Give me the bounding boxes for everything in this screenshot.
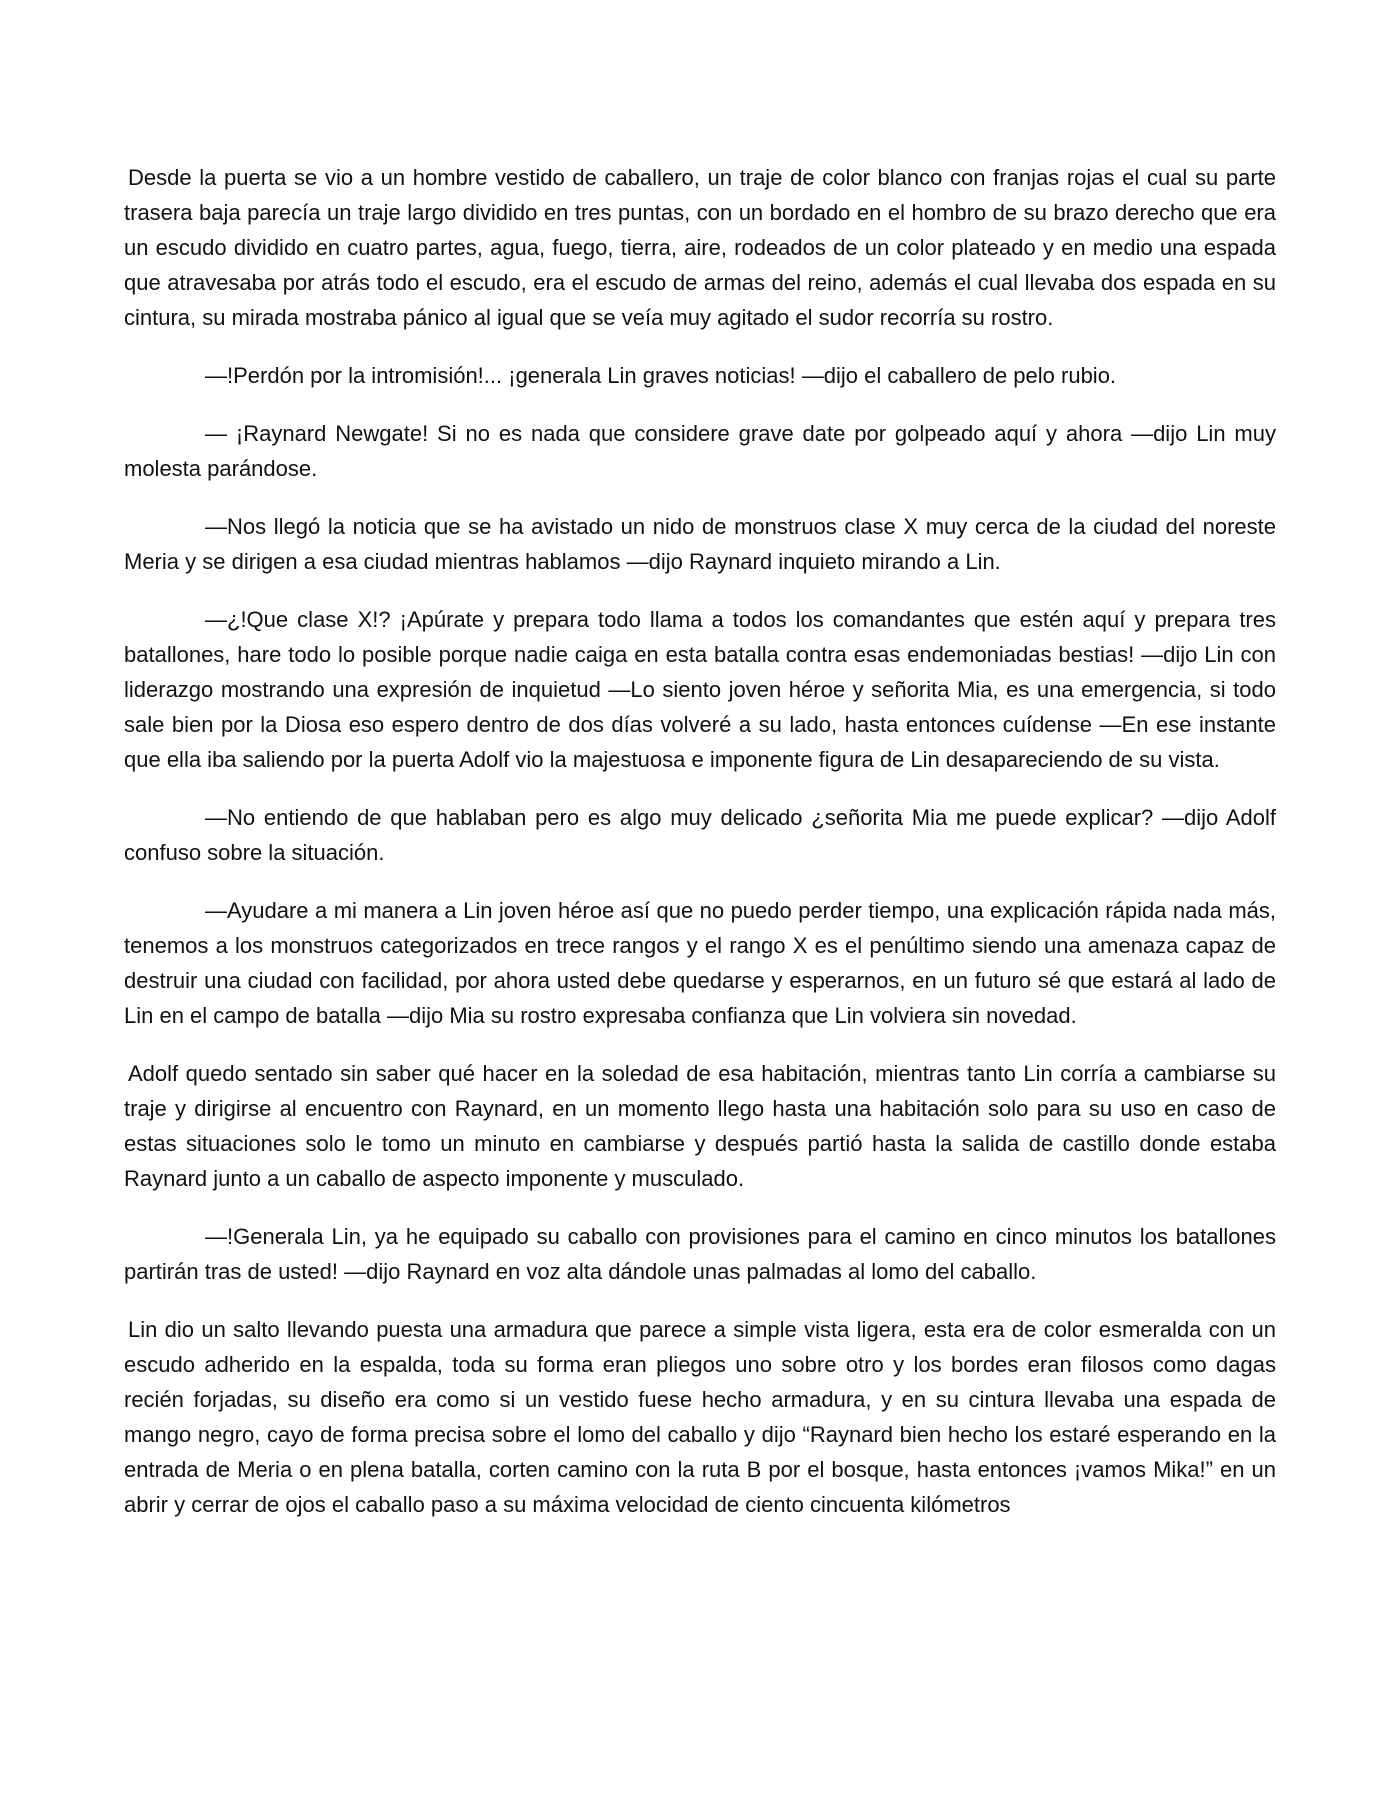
paragraph-9: —!Generala Lin, ya he equipado su caballo con provisiones para el camino en cinco minutos los batallones partirán tras de usted! —dijo Raynard en voz alta dándole unas palmadas al lomo del caballo. [124, 1224, 1276, 1284]
paragraph-7: —Ayudare a mi manera a Lin joven héroe así que no puedo perder tiempo, una explicación rápida nada más, tenemos a los monstruos categorizados en trece rangos y el rango X es el penúltimo siendo una amenaza capaz de destruir una ciudad con facilidad, por ahora usted debe quedarse y esperarnos, en un futuro sé que estará al lado de Lin en el campo de batalla —dijo Mia su rostro expresaba confianza que Lin volviera sin novedad. [124, 898, 1276, 1028]
paragraph-3: — ¡Raynard Newgate! Si no es nada que considere grave date por golpeado aquí y ahora —dijo Lin muy molesta parándose. [124, 421, 1276, 481]
paragraph-8: Adolf quedo sentado sin saber qué hacer en la soledad de esa habitación, mientras tanto Lin corría a cambiarse su traje y dirigirse al encuentro con Raynard, en un momento llego hasta una habitación solo para su uso en caso de estas situaciones solo le tomo un minuto en cambiarse y después partió hasta la salida de castillo donde estaba Raynard junto a un caballo de aspecto imponente y musculado. [124, 1061, 1276, 1191]
paragraph-5: —¿!Que clase X!? ¡Apúrate y prepara todo llama a todos los comandantes que estén aquí y prepara tres batallones, hare todo lo posible porque nadie caiga en esta batalla contra esas endemoniadas bestias! —dijo Lin con liderazgo mostrando una expresión de inquietud —Lo siento joven héroe y señorita Mia, es una emergencia, si todo sale bien por la Diosa eso espero dentro de dos días volveré a su lado, hasta entonces cuídense —En ese instante que ella iba saliendo por la puerta Adolf vio la majestuosa e imponente figura de Lin desapareciendo de su vista. [124, 607, 1276, 772]
paragraph-6: —No entiendo de que hablaban pero es algo muy delicado ¿señorita Mia me puede explicar? —dijo Adolf confuso sobre la situación. [124, 805, 1276, 865]
document-page [124, 160, 1276, 1522]
paragraph-1: Desde la puerta se vio a un hombre vestido de caballero, un traje de color blanco con franjas rojas el cual su parte trasera baja parecía un traje largo dividido en tres puntas, con un bordado en el hombro de su brazo derecho que era un escudo dividido en cuatro partes, agua, fuego, tierra, aire, rodeados de un color plateado y en medio una espada que atravesaba por atrás todo el escudo, era el escudo de armas del reino, además el cual llevaba dos espada en su cintura, su mirada mostraba pánico al igual que se veía muy agitado el sudor recorría su rostro. [124, 165, 1276, 330]
paragraph-10: Lin dio un salto llevando puesta una armadura que parece a simple vista ligera, esta era de color esmeralda con un escudo adherido en la espalda, toda su forma eran pliegos uno sobre otro y los bordes eran filosos como dagas recién forjadas, su diseño era como si un vestido fuese hecho armadura, y en su cintura llevaba una espada de mango negro, cayo de forma precisa sobre el lomo del caballo y dijo “Raynard bien hecho los estaré esperando en la entrada de Meria o en plena batalla, corten camino con la ruta B por el bosque, hasta entonces ¡vamos Mika!” en un abrir y cerrar de ojos el caballo paso a su máxima velocidad de ciento cincuenta kilómetros [124, 1317, 1276, 1517]
paragraph-2: —!Perdón por la intromisión!... ¡generala Lin graves noticias! —dijo el caballero de pelo rubio. [205, 363, 1117, 388]
paragraph-4: —Nos llegó la noticia que se ha avistado un nido de monstruos clase X muy cerca de la ciudad del noreste Meria y se dirigen a esa ciudad mientras hablamos —dijo Raynard inquieto mirando a Lin. [124, 514, 1276, 574]
